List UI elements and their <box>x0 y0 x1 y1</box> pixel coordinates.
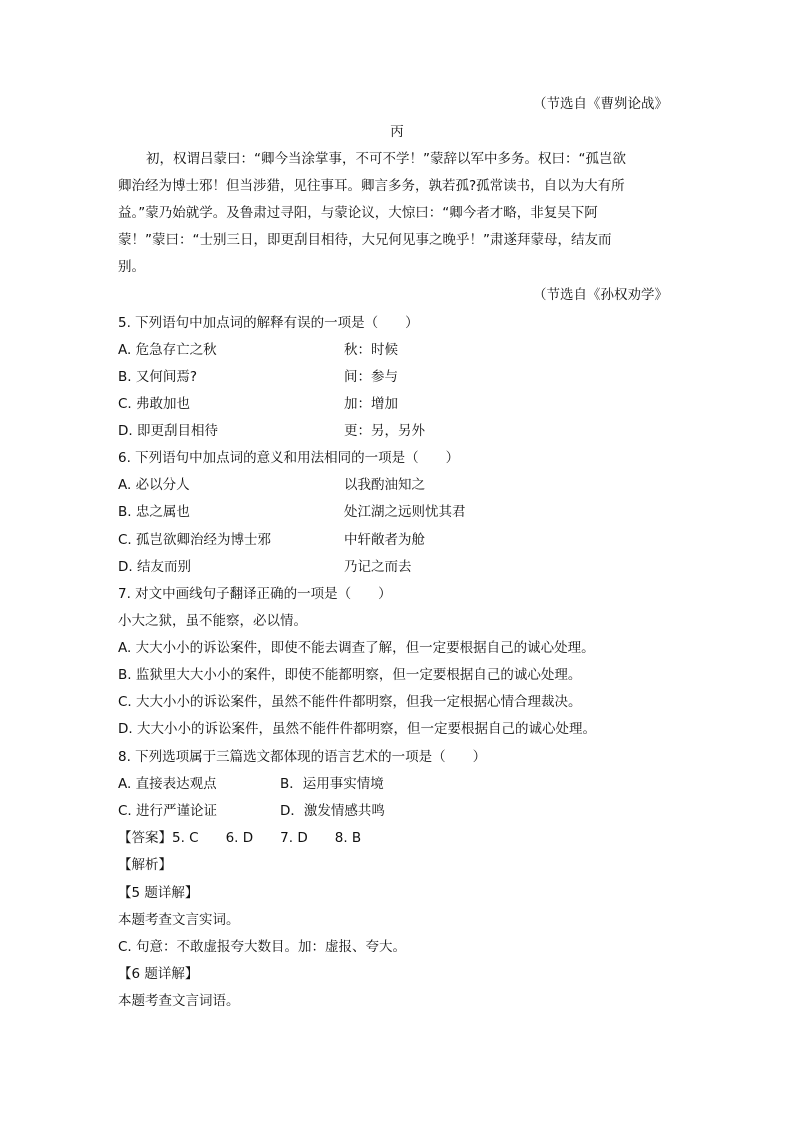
q5-option-c: C. 弗敢加也 <box>118 396 191 412</box>
q6-option-a-compare: 以我酌油知之 <box>344 477 425 493</box>
detail-6-line: 本题考查文言词语。 <box>118 993 240 1009</box>
detail-5-line: C. 句意：不敢虚报夸大数目。加：虚报、夸大。 <box>118 939 407 955</box>
source-citation-cao-gui: （节选自《曹刿论战》 <box>533 96 668 112</box>
q5-option-d: D. 即更刮目相待 <box>118 423 218 439</box>
q7-option-b: B. 监狱里大大小小的案件，即使不能都明察，但一定要根据自己的诚心处理。 <box>118 667 582 683</box>
detail-6-heading: 【6 题详解】 <box>118 966 199 982</box>
q6-option-a: A. 必以分人 <box>118 477 190 493</box>
q5-option-c-gloss: 加：增加 <box>344 396 398 412</box>
q8-option-d: D．激发情感共鸣 <box>280 803 385 819</box>
q8-option-b: B．运用事实情境 <box>280 776 384 792</box>
q8-option-c: C. 进行严谨论证 <box>118 803 218 819</box>
q5-option-b-gloss: 间：参与 <box>344 369 398 385</box>
q6-option-d: D. 结友而别 <box>118 559 191 575</box>
q5-option-b: B. 又何间焉? <box>118 369 198 385</box>
q6-option-c: C. 孤岂欲卿治经为博士邪 <box>118 532 272 548</box>
question-5-stem: 5. 下列语句中加点词的解释有误的一项是（ ） <box>118 315 419 331</box>
q7-option-d: D. 大大小小的诉讼案件，虽然不能件件都明察，但一定要根据自己的诚心处理。 <box>118 721 596 737</box>
passage-line: 别。 <box>118 259 145 275</box>
passage-line: 初，权谓吕蒙曰：“卿今当涂掌事，不可不学！”蒙辞以军中多务。权曰：“孤岂欲 <box>146 151 626 167</box>
detail-5-line: 本题考查文言实词。 <box>118 912 240 928</box>
q5-option-a-gloss: 秋：时候 <box>344 342 398 358</box>
question-7-stem: 7. 对文中画线句子翻译正确的一项是（ ） <box>118 586 392 602</box>
q5-option-d-gloss: 更：另，另外 <box>344 423 425 439</box>
q8-option-a: A. 直接表达观点 <box>118 776 217 792</box>
passage-line: 蒙！”蒙曰：“士别三日，即更刮目相待，大兄何见事之晚乎！”肃遂拜蒙母，结友而 <box>118 232 612 248</box>
q6-option-c-compare: 中轩敞者为舱 <box>344 532 425 548</box>
q7-underlined-sentence: 小大之狱，虽不能察，必以情。 <box>118 613 307 629</box>
passage-line: 益。”蒙乃始就学。及鲁肃过寻阳，与蒙论议，大惊曰：“卿今者才略，非复吴下阿 <box>118 205 598 221</box>
q7-option-a: A. 大大小小的诉讼案件，即使不能去调查了解，但一定要根据自己的诚心处理。 <box>118 640 595 656</box>
q5-option-a: A. 危急存亡之秋 <box>118 342 217 358</box>
q6-option-b-compare: 处江湖之远则忧其君 <box>344 504 466 520</box>
answer-key: 【答案】5. C 6. D 7. D 8. B <box>118 830 362 846</box>
q6-option-b: B. 忠之属也 <box>118 504 190 520</box>
source-citation-sun-quan: （节选自《孙权劝学》 <box>533 287 668 303</box>
q6-option-d-compare: 乃记之而去 <box>344 559 412 575</box>
passage-line: 卿治经为博士邪！但当涉猎，见往事耳。卿言多务，孰若孤?孤常读书，自以为大有所 <box>118 178 625 194</box>
question-6-stem: 6. 下列语句中加点词的意义和用法相同的一项是（ ） <box>118 450 460 466</box>
question-8-stem: 8. 下列选项属于三篇选文都体现的语言艺术的一项是（ ） <box>118 749 487 765</box>
section-heading-bing: 丙 <box>390 124 404 140</box>
detail-5-heading: 【5 题详解】 <box>118 885 199 901</box>
q7-option-c: C. 大大小小的诉讼案件，虽然不能件件都明察，但我一定根据心情合理裁决。 <box>118 694 582 710</box>
analysis-label: 【解析】 <box>118 857 172 873</box>
